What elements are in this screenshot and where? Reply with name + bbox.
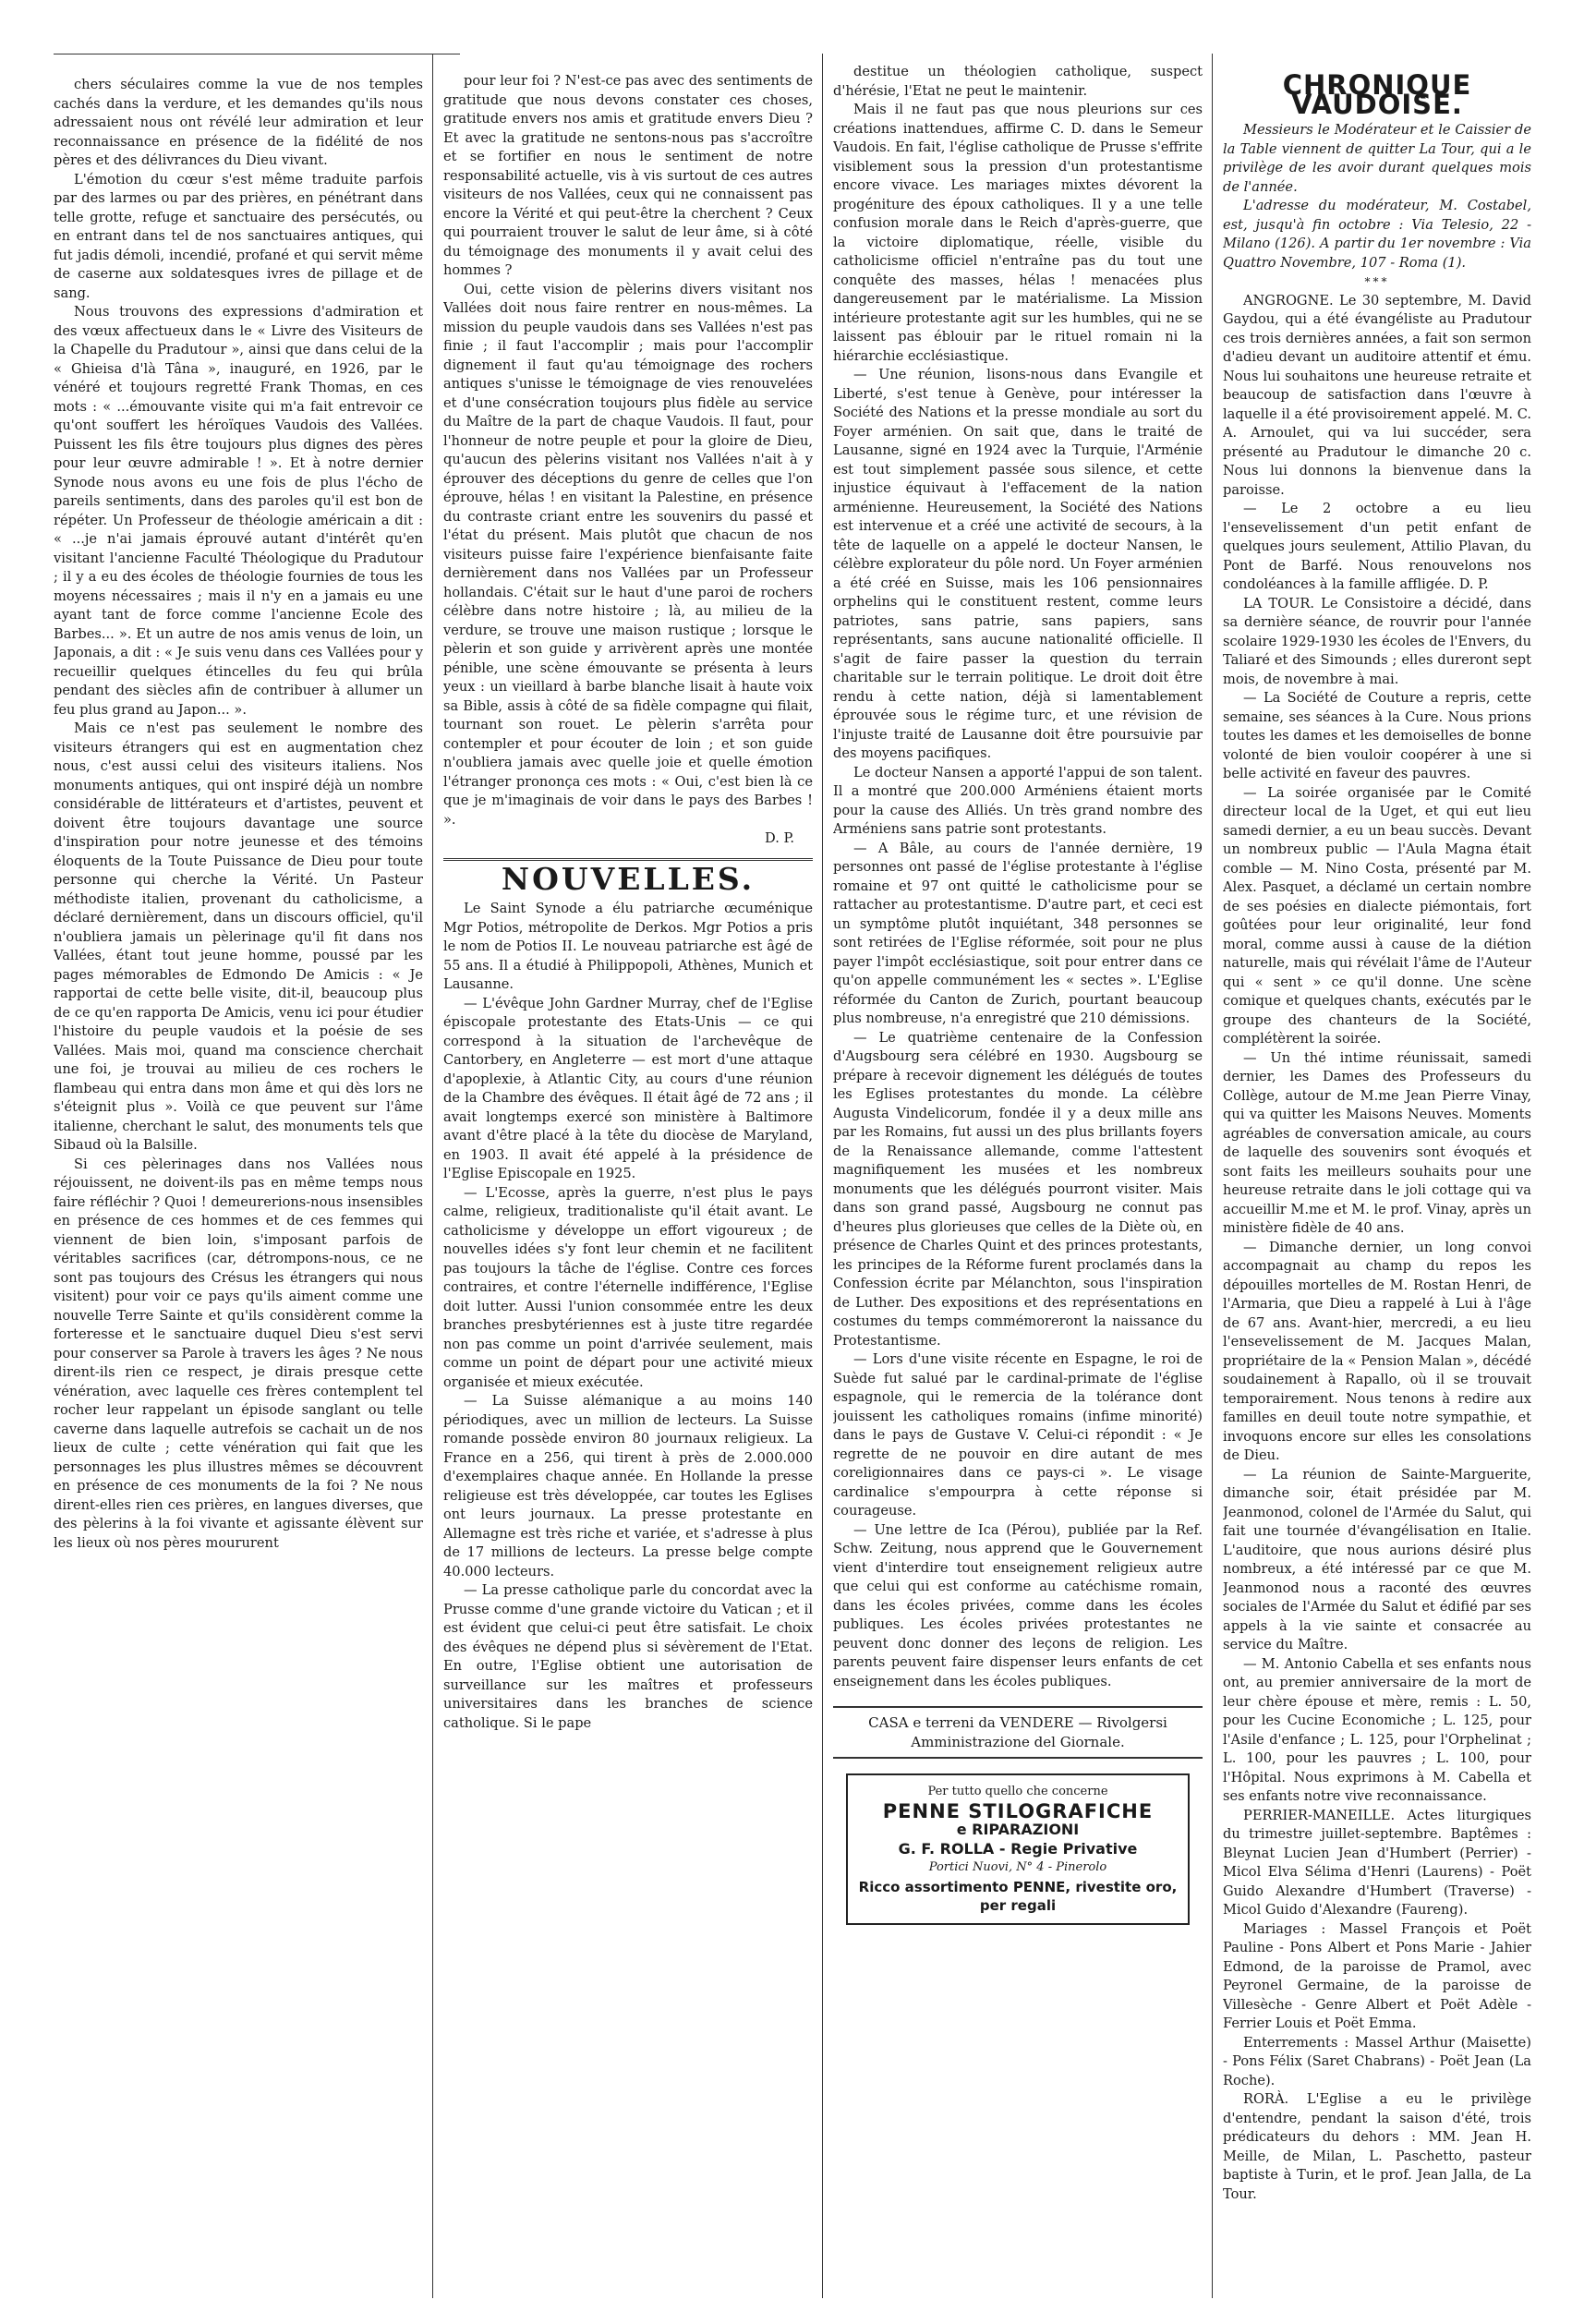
chronique-entry: — Le 2 octobre a eu lieu l'ensevelissement d'un petit enfant de quelques jours seulement, Attilio Plavan, du Pont de Barfé. Nous renouvelons nos condoléances à la famille affligée. D. P. — [1223, 501, 1531, 592]
col3-paragraph: — Une lettre de Ica (Pérou), publiée par la Ref. Schw. Zeitung, nous apprend que le Gouvernement vient d'interdire tout enseignement religieux autre que celui qui est conforme au catéchisme romain, dans les écoles privées, comme dans les écoles publiques. Les écoles privées protestantes ne peuvent donc donner des leçons de religion. Les parents peuvent faire dispenser leurs enfants de cet enseignement dans les écoles publiques. — [833, 1521, 1203, 1689]
chronique-heading: CHRONIQUE VAUDOISE. — [1282, 69, 1472, 120]
col1-paragraph: chers séculaires comme la vue de nos temples cachés dans la verdure, et les demandes qu'ils nous adressaient nous ont révélé leur admiration et leur reconnaissance en présence de la fidélité de nos pères et des délivrances du Dieu vivant. — [54, 77, 423, 168]
chronique-entry: — La soirée organisée par le Comité directeur local de la Uget, et qui eut lieu samedi dernier, a eu un beau succès. Devant un nombreux public — l'Aula Magna était comble — M. Nino Costa, présenté par M. Alex. Pasquet, a déclamé un certain nombre de ses poésies en dialecte piémontais, fort goûtées pour leur originalité, leur fond moral, comme aussi à cause de la diétion naturelle, mais qui révélait l'âme de l'Auteur qui « sent » ce qu'il donne. Une scène comique et quelques chants, exécutés par le groupe des chanteurs de la Société, complétèrent la soirée. — [1223, 784, 1531, 1047]
newspaper-page — [54, 54, 1531, 2298]
col3-paragraph: Le docteur Nansen a apporté l'appui de son talent. Il a montré que 200.000 Arméniens étaient morts pour la cause des Alliés. Un très grand nombre des Arméniens sans patrie sont protestants. — [833, 764, 1203, 837]
chronique-entry: ANGROGNE. Le 30 septembre, M. David Gaydou, qui a été évangéliste au Pradutour ces trois dernières années, a fait son sermon d'adieu devant un auditoire attentif et ému. Nous lui souhaitons une heureuse retraite et beaucoup de satisfaction dans l'œuvre à laquelle il a été provisoirement appelé. M. C. A. Arnoulet, qui va lui succéder, sera présenté au Pradutour le dimanche 20 c. Nous lui donnons la bienvenue dans la paroisse. — [1223, 292, 1531, 498]
news-item: — La Suisse alémanique a au moins 140 périodiques, avec un million de lecteurs. La Suisse romande possède environ 80 journaux religieux. La France en a 256, qui tirent à près de 2.000.000 d'exemplaires chaque année. En Hollande la presse religieuse est très développée, car toutes les Eglises ont leurs journaux. La presse protestante en Allemagne est très riche et variée, et s'adresse à plus de 17 millions de lecteurs. La presse belge compte 40.000 lecteurs. — [443, 1393, 813, 1580]
news-item: — La presse catholique parle du concordat avec la Prusse comme d'une grande victoire du Vatican ; et il est évident que celui-ci peut être satisfait. Le choix des évêques ne dépend plus si sévèrement de l'Etat. En outre, l'Eglise obtient une autorisation de surveillance sur les maîtres et professeurs universitaires dans les branches de science catholique. Si le pape — [443, 1582, 813, 1731]
chronique-entry: — M. Antonio Cabella et ses enfants nous ont, au premier anniversaire de la mort de leur chère épouse et mère, remis : L. 50, pour les Cucine Economiche ; L. 125, pour l'Asile d'enfance ; L. 125, pour l'Orphelinat ; L. 100, pour les pauvres ; L. 100, pour l'Hôpital. Nous exprimons à M. Cabella et ses enfants notre vive reconnaissance. — [1223, 1655, 1531, 1804]
chronique-entry: PERRIER-MANEILLE. Actes liturgiques du trimestre juillet-septembre. Baptêmes : Bleynat Lucien Jean d'Humbert (Perrier) - Micol Elva Sélima d'Henri (Laurens) - Poët Guido Alexandre d'Humbert (Traverse) - Micol Guido d'Alexandre (Faureng). — [1223, 1807, 1531, 1918]
column-4 — [1223, 54, 1531, 2298]
news-item: Le Saint Synode a élu patriarche œcuménique Mgr Potios, métropolite de Derkos. Mgr Potios a pris le nom de Potios II. Le nouveau patriarche est âgé de 55 ans. Il a étudié à Philippopoli, Athènes, Munich et Lausanne. — [443, 901, 813, 992]
column-divider — [432, 54, 433, 2298]
separator-stars: *** — [1364, 275, 1390, 288]
ad-line: PENNE STILOGRAFICHE — [882, 1799, 1154, 1822]
news-item: — L'évêque John Gardner Murray, chef de l'Eglise épiscopale protestante des Etats-Unis — ce qui correspond à la situation de l'archevêque de Cantorbery, en Angleterre — est mort d'une attaque d'apoplexie, à Atlantic City, au cours d'une réunion de la Chambre des évêques. Il était âgé de 72 ans ; il avait longtemps exercé son ministère à Baltimore avant d'être placé à la tête du diocèse de Maryland, en 1903. Il avait été appelé à la présidence de l'Eglise Episcopale en 1925. — [443, 995, 813, 1181]
chronique-entry: — Dimanche dernier, un long convoi accompagnait au champ du repos les dépouilles mortelles de M. Rostan Henri, de l'Armaria, que Dieu a rappelé à Lui à l'âge de 67 ans. Avant-hier, mercredi, a eu lieu l'ensevelissement de M. Jacques Malan, propriétaire de la « Pension Malan », décédé soudainement à Rapallo, où il se trouvait temporairement. Nous tenons à redire aux familles en deuil toute notre sympathie, et invoquons encore sur elles les consolations de Dieu. — [1223, 1239, 1531, 1463]
chronique-entry: — La réunion de Sainte-Marguerite, dimanche soir, était présidée par M. Jeanmonod, colonel de l'Armée du Salut, qui fait une tournée d'évangélisation en Italie. L'auditoire, que nous aurions désiré plus nombreux, a été intéressé par ce que M. Jeanmonod nous a raconté des œuvres sociales de l'Armée du Salut et édifié par ses appels à la vie sainte et consacrée au service du Maître. — [1223, 1466, 1531, 1652]
column-1 — [54, 54, 423, 2298]
col1-paragraph: Nous trouvons des expressions d'admiration et des vœux affectueux dans le « Livre des Visiteurs de la Chapelle du Pradutour », ainsi que dans celui de la « Ghieisa d'là Tâna », inauguré, en 1926, par le vénéré et toujours regretté Frank Thomas, en ces mots : « ...émouvante visite qui m'a fait entrevoir ce qu'ont souffert les héroïques Vaudois des Vallées. Puissent les fils être toujours plus dignes des pères pour leur œuvre admirable ! ». Et à notre dernier Synode nous avons eu une fois de plus l'écho de pareils sentiments, dans des paroles qu'il est bon de répéter. Un Professeur de théologie américain a dit : « ...je n'ai jamais éprouvé autant d'intérêt qu'en visitant l'ancienne Faculté Théologique du Pradutour ; il y a eu des écoles de théologie fournies de tous les moyens nécessaires ; mais il n'y en a jamais eu une ayant tant de force comme l'ancienne Ecole des Barbes... ». Et un autre de nos amis venus de loin, un Japonais, a dit : « Je suis venu dans ces Vallées pour y recueillir quelques étincelles du feu qui brûla pendant des siècles afin de contribuer à allumer un feu plus grand au Japon... ». — [54, 304, 423, 718]
col1-paragraph: Mais ce n'est pas seulement le nombre des visiteurs étrangers qui est en augmentation chez nous, c'est aussi celui des visiteurs italiens. Nos monuments antiques, qui ont inspiré déjà un nombre considérable de littérateurs et d'artistes, peuvent et doivent être toujours davantage une source d'inspiration pour notre jeunesse et des témoins éloquents de la Toute Puissance de Dieu pour toute personne qui cherche la Vérité. Un Pasteur méthodiste italien, provenant du catholicisme, a déclaré dernièrement, dans un discours officiel, qu'il n'oubliera jamais un pèlerinage qu'il fit dans nos Vallées, étant tout jeune homme, poussé par les pages mémorables de Edmondo De Amicis : « Je rapportai de cette belle visite, dit-il, beaucoup plus de ce qu'en rapporta De Amicis, venu ici pour étudier l'histoire du peuple vaudois et la poésie de ses Vallées. Mais moi, quand ma conscience cherchait une foi, je trouvai au milieu de ces rochers le flambeau qui entra dans mon âme et qui dès lors ne s'éteignit plus ». Voilà ce que peuvent sur l'âme italienne, cherchant le salut, des monuments tels que Sibaud où la Balsille. — [54, 720, 423, 1153]
col3-paragraph: — Le quatrième centenaire de la Confession d'Augsbourg sera célébré en 1930. Augsbourg se prépare à recevoir dignement les délégués de toutes les Eglises protestantes du monde. La célèbre Augusta Vindelicorum, fondée il y a deux mille ans par les Romains, fut aussi un des plus brillants foyers de la Renaissance allemande, comme l'attestent magnifiquement les musées et les nombreux monuments que les délégués pourront visiter. Mais dans son grand passé, Augsbourg ne connut pas d'heures plus glorieuses que celles de la Diète où, en présence de Charles Quint et des princes protestants, les principes de la Réforme furent proclamés dans la Confession écrite par Mélanchton, sous l'inspiration de Luther. Des expositions et des représentations en costumes du temps commémoreront la naissance du Protestantisme. — [833, 1029, 1203, 1349]
signature: D. P. — [765, 830, 794, 846]
chronique-intro: L'adresse du modérateur, M. Costabel, est, jusqu'à fin octobre : Via Telesio, 22 - Milano (126). A partir du 1er novembre : Via Quattro Novembre, 107 - Roma (1). — [1223, 198, 1531, 271]
chronique-intro: Messieurs le Modérateur et le Caissier de la Table viennent de quitter La Tour, qui a le privilège de les avoir durant quelques mois de l'année. — [1223, 122, 1531, 195]
chronique-entry: Enterrements : Massel Arthur (Maisette) - Pons Félix (Saret Chabrans) - Poët Jean (La Roche). — [1223, 2034, 1531, 2088]
chronique-entry: RORÀ. L'Eglise a eu le privilège d'entendre, pendant la saison d'été, trois prédicateurs du dehors : MM. Jean H. Meille, de Milan, L. Paschetto, pasteur baptiste à Turin, et le prof. Jean Jalla, de La Tour. — [1223, 2091, 1531, 2202]
column-2 — [443, 54, 813, 2298]
chronique-entry: — La Société de Couture a repris, cette semaine, ses séances à la Cure. Nous prions toutes les dames et les demoiselles de bonne volonté de bien vouloir coopérer à une si belle activité en faveur des pauvres. — [1223, 690, 1531, 781]
advertisement-rolla — [846, 1773, 1190, 1925]
col3-paragraph: Mais il ne faut pas que nous pleurions sur ces créations inattendues, affirme C. D. dans le Semeur Vaudois. En fait, l'église catholique de Prusse s'effrite visiblement sous la pression d'un protestantisme encore vivace. Les mariages mixtes dévorent la progéniture des époux catholiques. Il y a une telle confusion morale dans le Reich d'après-guerre, que la victoire diplomatique, réelle, visible du catholicisme officiel n'entraîne pas du tout une conquête des masses, hélas ! menacées plus dangereusement par le matérialisme. La Mission intérieure protestante agit sur les humbles, qui ne se laissent pas éblouir par le rituel romain ni la hiérarchie ecclésiastique. — [833, 102, 1203, 364]
col3-paragraph: — A Bâle, au cours de l'année dernière, 19 personnes ont passé de l'église protestante à l'église romaine et 97 ont quitté le catholicisme pour se rattacher au protestantisme. D'autre part, et ceci est un symptôme plutôt inquiétant, 348 personnes se sont retirées de l'Eglise réformée, soit pour ne plus payer l'impôt ecclésiastique, soit pour entrer dans ce qu'on appelle communément les « sectes ». L'Eglise réformée du Canton de Zurich, pourtant beaucoup plus nombreuse, n'a enregistré que 210 démissions. — [833, 840, 1203, 1026]
col2-paragraph: Oui, cette vision de pèlerins divers visitant nos Vallées doit nous faire rentrer en nous-mêmes. La mission du peuple vaudois dans ses Vallées n'est pas finie ; il faut l'accomplir ; mais pour l'accomplir dignement il faut qu'au témoignage des rochers antiques s'unisse le témoignage de vies renouvelées et d'une consécration toujours plus fidèle au service du Maître de la part de chaque Vaudois. Il faut, pour l'honneur de notre peuple et pour la gloire de Dieu, qu'aucun des pèlerins visitant nos Vallées n'ait à y éprouver des déceptions du genre de celles que l'on éprouve, hélas ! en visitant la Palestine, en présence du contraste criant entre les souvenirs du passé et l'état du présent. Mais plutôt que chacun de nos visiteurs puisse faire l'expérience bienfaisante faite dernièrement dans nos Vallées par un Professeur hollandais. C'était sur le haut d'une paroi de rochers célèbre dans notre histoire ; là, au milieu de la verdure, se trouve une maison rustique ; lorsque le pèlerin et son guide y arrivèrent après une montée pénible, une scène émouvante se présenta à leurs yeux : un vieillard à barbe blanche lisait à haute voix sa Bible, assis à côté de sa fidèle compagne qui filait, tournant son rouet. Le pèlerin s'arrêta pour contempler et pour écouter de loin ; et son guide n'oubliera jamais avec quelle joie et quelle émotion l'étranger prononça ces mots : « Oui, c'est bien là ce que je m'imaginais de voir dans le pays des Barbes ! ». — [443, 281, 813, 828]
col3-paragraph: destitue un théologien catholique, suspect d'hérésie, l'Etat ne peut le maintenir. — [833, 64, 1203, 99]
column-divider — [1212, 54, 1213, 2298]
col1-paragraph: L'émotion du cœur s'est même traduite parfois par des larmes ou par des prières, en pénétrant dans telle grotte, refuge et sanctuaire des persécutés, ou en entrant dans tel de nos sanctuaires antiques, qui fut jadis démoli, incendié, profané et qui servit même de caserne aux soldatesques ivres de pillage et de sang. — [54, 171, 423, 301]
col2-paragraph: pour leur foi ? N'est-ce pas avec des sentiments de gratitude que nous devons constater ces choses, gratitude envers nos amis et gratitude envers Dieu ? Et avec la gratitude ne sentons-nous pas s'accroître et se fortifier en nous le sentiment de notre responsabilité actuelle, vis à vis surtout de ces autres visiteurs de nos Vallées, ceux qui ne connaissent pas encore la Vérité et qui peut-être la cherchent ? Ceux qui pourraient trouver le salut de leur âme, si à côté du témoignage des monuments il y avait celui des hommes ? — [443, 73, 813, 278]
chronique-entry: Mariages : Massel François et Poët Pauline - Pons Albert et Pons Marie - Jahier Edmond, de la paroisse de Pramol, avec Peyronel Germaine, de la paroisse de Villesèche - Genre Albert et Poët Adèle - Ferrier Louis et Poët Emma. — [1223, 1920, 1531, 2031]
ad-line: Per tutto quello che concerne — [927, 1785, 1108, 1798]
col1-paragraph: Si ces pèlerinages dans nos Vallées nous réjouissent, ne doivent-ils pas en même temps nous faire réfléchir ? Quoi ! demeurerions-nous insensibles en présence de ces hommes et de ces femmes qui viennent de bien loin, s'imposant parfois de véritables sacrifices (car, détrompons-nous, ce ne sont pas toujours des Crésus les étrangers qui nous visitent) pour voir ce pays qu'ils aiment comme une nouvelle Terre Sainte et qu'ils considèrent comme la forteresse et le sanctuaire duquel Dieu s'est servi pour conserver sa Parole à travers les âges ? Ne nous dirent-ils rien ce respect, je dirais presque cette vénération, avec laquelle ces frères contemplent tel rocher leur rappelant un épisode sanglant ou telle caverne dans laquelle autrefois se cachait un de nos lieux de culte ; cette vénération qui fait que les personnages les plus illustres mêmes se découvrent en présence de ces monuments de la foi ? Ne nous dirent-elles rien ces prières, en langues diverses, que des pèlerins à la foi vivante et agissante élèvent sur les lieux où nos pères moururent — [54, 1156, 423, 1551]
col3-paragraph: — Lors d'une visite récente en Espagne, le roi de Suède fut salué par le cardinal-primate de l'église espagnole, qui le remercia de la tolérance dont jouissent les catholiques romains (infime minorité) dans le pays de Gustave V. Celui-ci répondit : « Je regrette de ne pouvoir en dire autant de mes coreligionnaires dans ce pays-ci ». Le visage cardinalice s'empourpra à cette réponse si courageuse. — [833, 1351, 1203, 1519]
chronique-entry: — Un thé intime réunissait, samedi dernier, les Dames des Professeurs du Collège, autour de M.me Jean Pierre Vinay, qui va quitter les Maisons Neuves. Moments agréables de conversation amicale, au cours de laquelle des souvenirs sont évoqués et sont faits les meilleurs souhaits pour une heureuse retraite dans le joli cottage qui va accueillir M.me et M. le prof. Vinay, après un ministère fidèle de 40 ans. — [1223, 1049, 1531, 1236]
ad-line: e RIPARAZIONI — [956, 1821, 1080, 1838]
news-item: — L'Ecosse, après la guerre, n'est plus le pays calme, religieux, traditionaliste qu'il était avant. Le catholicisme y développe un effort vigoureux ; de nouvelles idées s'y font leur chemin et ne facilitent pas toujours la tâche de l'église. Contre ces forces contraires, et contre l'éternelle indifférence, l'Eglise doit lutter. Aussi l'union consommée entre les deux branches presbytériennes est à juste titre regardée non pas comme un point d'arrivée seulement, mais comme un point de départ pour une activité mieux organisée et mieux exécutée. — [443, 1184, 813, 1390]
ad-line: Ricco assortimento PENNE, rivestite oro, per regali — [858, 1878, 1178, 1914]
ad-line: G. F. ROLLA - Regie Privative — [898, 1839, 1138, 1858]
ad-line: Portici Nuovi, N° 4 - Pinerolo — [928, 1860, 1107, 1874]
column-divider — [822, 54, 823, 2298]
nouvelles-heading: NOUVELLES. — [443, 858, 813, 890]
col3-paragraph: — Une réunion, lisons-nous dans Evangile et Liberté, s'est tenue à Genève, pour intéresser la Société des Nations et la presse mondiale au sort du Foyer arménien. On sait que, dans le traité de Lausanne, signé en 1924 avec la Turquie, l'Arménie est tout simplement passée sous silence, et cette injustice équivaut à l'effacement de la nation arménienne. Heureusement, la Société des Nations est intervenue et a créé une activité de secours, à la tête de laquelle on a appelé le docteur Nansen, le célèbre explorateur du pôle nord. Un Foyer arménien a été créé en Suisse, mais les 106 pensionnaires orphelins qui le constituent restent, comme leurs patriotes, sans patrie, sans papiers, sans représentants, sans aucune nationalité officielle. Il s'agit de faire passer la question du terrain charitable sur le terrain politique. Le droit doit être rendu à cette nation, déjà si lamentablement éprouvée sous le régime turc, et une révision de l'injuste traité de Lausanne doit être poursuivie par des moyens pacifiques. — [833, 367, 1203, 761]
chronique-entry: LA TOUR. Le Consistoire a décidé, dans sa dernière séance, de rouvrir pour l'année scolaire 1929-1930 les écoles de l'Envers, du Taliaré et des Simounds ; elles dureront sept mois, de novembre à mai. — [1223, 595, 1531, 687]
column-3 — [833, 54, 1203, 2298]
advertisement-casa: CASA e terreni da VENDERE — Rivolgersi Amministrazione del Giornale. — [833, 1706, 1203, 1759]
